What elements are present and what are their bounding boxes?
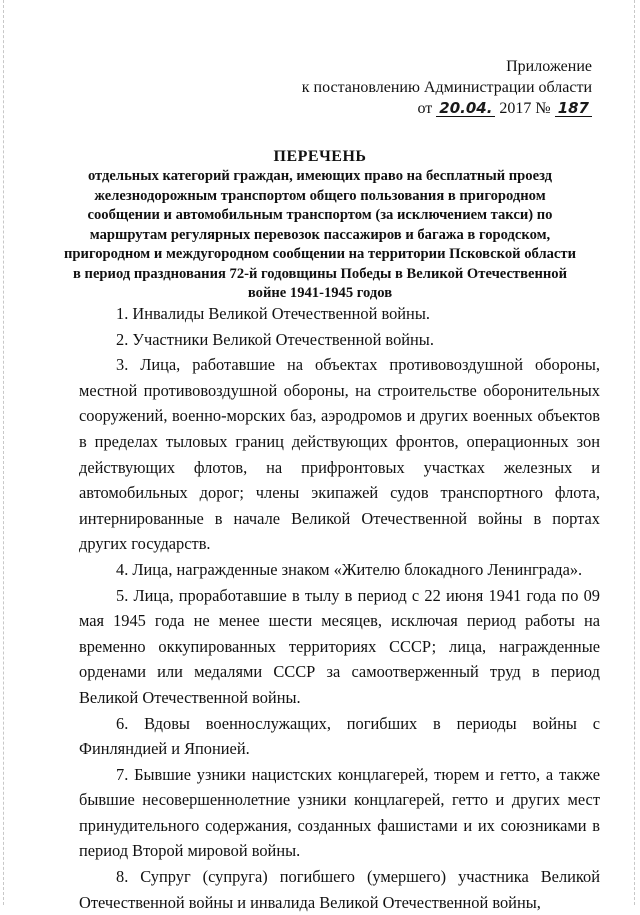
appendix-label: Приложение (506, 58, 592, 75)
list-item: 7. Бывшие узники нацистских концлагерей, тюрем и гетто, а также бывшие несовершеннолетние узники концлагерей, гетто и других мест принудительного содержания, созданных фашистами и их союзниками в период Второй мировой войны. (79, 764, 600, 861)
appendix-date-line (302, 98, 592, 119)
list-item: 5. Лица, проработавшие в тылу в период с 22 июня 1941 года по 09 мая 1945 года не менее шести месяцев, исключая период работы на временно оккупированных территориях СССР; лица, награжденные орденами или медалями СССР за самоотверженный труд в период Великой Отечественной войны. (79, 585, 600, 707)
list-item: 6. Вдовы военнослужащих, погибших в периоды войны с Финляндией и Японией. (79, 713, 600, 759)
scan-edge-left (3, 0, 5, 905)
document-title (60, 147, 580, 304)
appendix-header (302, 56, 592, 119)
title-subtitle: отдельных категорий граждан, имеющих право на бесплатный проезд железнодорожным транспортом общего пользования в пригородном сообщении и автомобильным транспортом (за исключением такси) по маршрутам регулярных перевозок пассажиров и багажа в городском, пригородном и междугородном сообщении на территории Псковской области в период празднования 72-й годовщины Победы в Великой Отечественной войне 1941-1945 годов (64, 168, 576, 301)
list-item: 8. Супруг (супруга) погибшего (умершего) участника Великой Отечественной войны и инвалида Великой Отечественной войны, (79, 867, 600, 912)
handwritten-number: 187 (555, 101, 592, 117)
scan-edge-right (634, 0, 636, 905)
list-item: 1. Инвалиды Великой Отечественной войны. (116, 304, 430, 323)
list-item: 2. Участники Великой Отечественной войны. (116, 329, 434, 349)
list-item: 3. Лица, работавшие на объектах противовоздушной обороны, местной противовоздушной обороны, на строительстве оборонительных сооружений, военно-морских баз, аэродромов и других военных объектов в пределах тыловых границ действующих фронтов, операционных зон действующих флотов, на прифронтовых участках железных и автомобильных дорог; члены экипажей судов транспортного флота, интернированные в начале Великой Отечественной войны в портах других государств. (79, 355, 600, 554)
document-body (79, 301, 600, 915)
appendix-ot: от (417, 100, 433, 117)
handwritten-date: 20.04. (436, 101, 495, 117)
list-item: 4. Лица, награжденные знаком «Жителю блокадного Ленинграда». (116, 559, 583, 579)
appendix-decree-ref: к постановлению Администрации области (301, 79, 592, 96)
appendix-year-number-label: 2017 № (499, 100, 551, 117)
title-heading: ПЕРЕЧЕНЬ (273, 148, 367, 165)
